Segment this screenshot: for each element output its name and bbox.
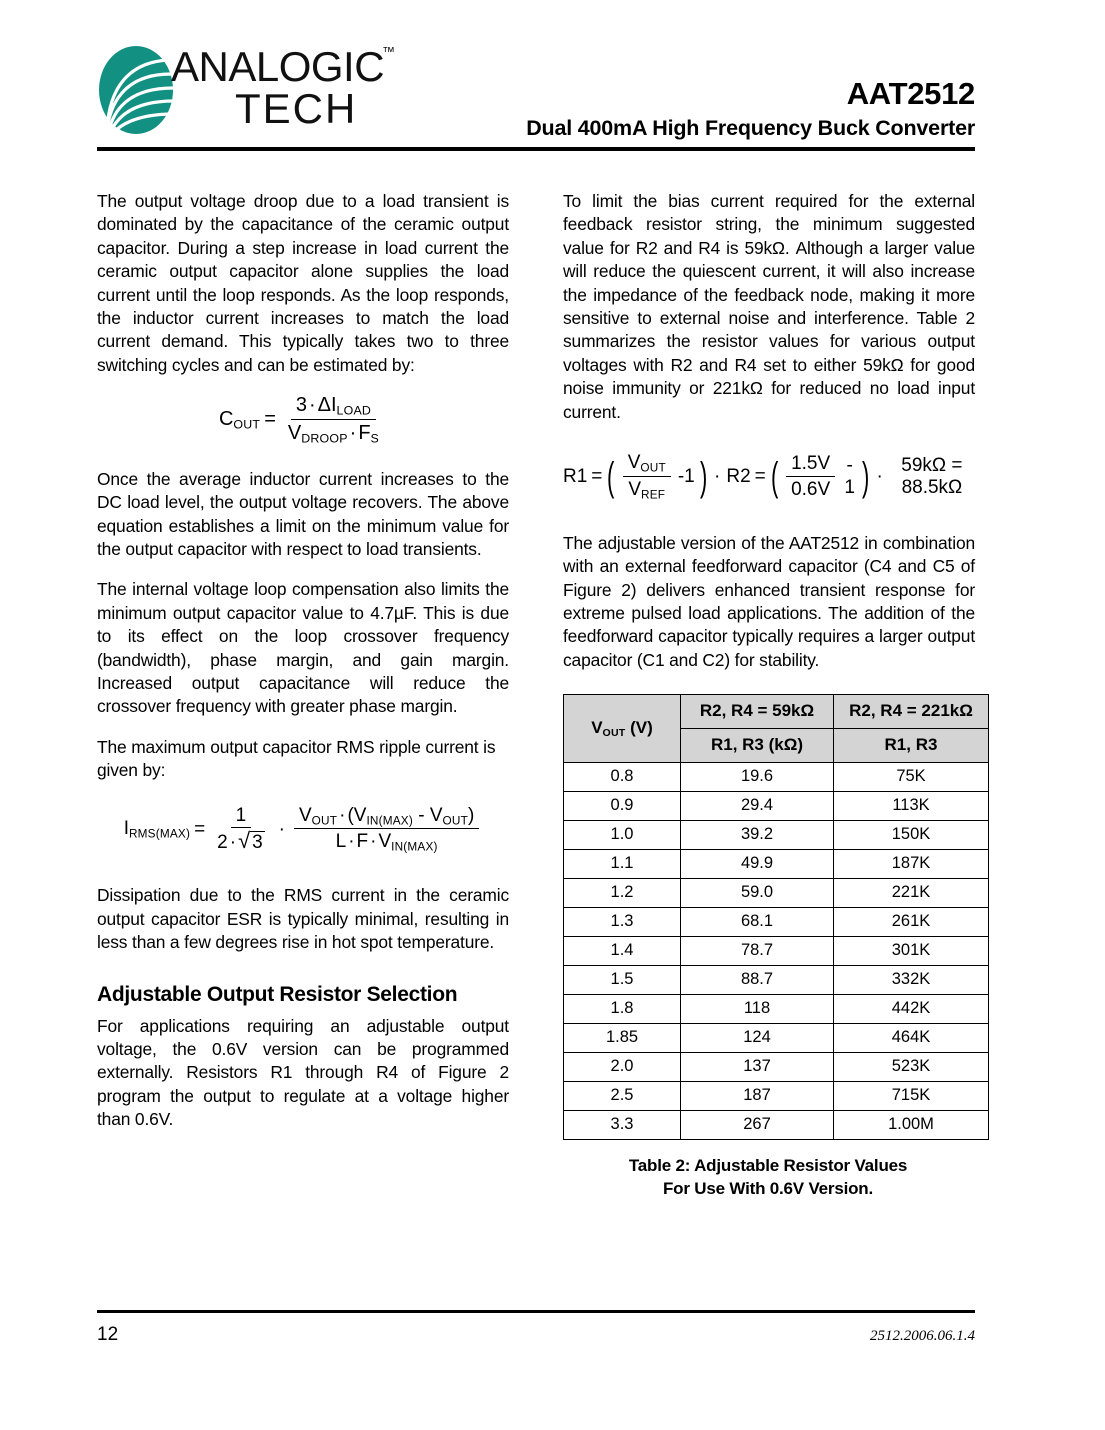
- cell-r1r3-59k: 19.6: [681, 763, 834, 792]
- eq-cout-equals: =: [264, 408, 276, 431]
- equation-cout: [97, 394, 509, 445]
- eq-cout-denominator: $V_{DROOP} \cdot F_S$: [287, 421, 380, 446]
- page-footer: [97, 1324, 975, 1354]
- document-revision: 2512.2006.06.1.4: [870, 1328, 975, 1344]
- table-row: [564, 966, 989, 995]
- footer-divider: [97, 1310, 975, 1313]
- eq-r1-middot-1: ·: [714, 465, 721, 487]
- cell-r1r3-59k: 59.0: [681, 879, 834, 908]
- section-heading-adjustable-output: Adjustable Output Resistor Selection: [97, 982, 458, 1006]
- eq-irms-f2-denominator: $L \cdot F \cdot V_{IN(MAX)}$: [335, 831, 438, 854]
- paragraph-rms-ripple-intro: The maximum output capacitor RMS ripple current is given by:: [97, 736, 496, 781]
- eq-r1-f1-denominator: $V_{REF}$: [628, 478, 666, 502]
- eq-r1-r2: R2: [726, 465, 751, 487]
- eq-r1-fraction-vout-vref: [623, 452, 671, 502]
- eq-irms-f2-numerator: $V_{OUT} \cdot (V_{IN(MAX)} - V_{OUT})$: [294, 805, 479, 830]
- paragraph-loop-compensation: The internal voltage loop compensation also limits the minimum output capacitor value to 4.7µF. This is due to its effect on the loop crossover frequency (bandwidth), phase margin, and gain margin. Increased output capacitance will reduce the crossover frequency with greater phase margin.: [97, 579, 509, 717]
- table2-vout-header: $V_{OUT}$ (V): [564, 695, 681, 763]
- eq-r1-middot-2: ·: [876, 465, 883, 487]
- table-row: [564, 1053, 989, 1082]
- left-column: [97, 190, 509, 1149]
- eq-r1-f1-numerator: $V_{OUT}$: [623, 452, 671, 477]
- eq-r1-minus-one-2: - 1: [844, 455, 855, 498]
- cell-r1r3-221k: 301K: [834, 937, 989, 966]
- cell-r1r3-221k: 464K: [834, 1024, 989, 1053]
- cell-r1r3-221k: 221K: [834, 879, 989, 908]
- left-paren-icon: (: [607, 454, 615, 499]
- cell-r1r3-221k: 113K: [834, 792, 989, 821]
- adjustable-resistor-values-table: [563, 694, 989, 1140]
- cell-r1r3-221k: 715K: [834, 1082, 989, 1111]
- cell-r1r3-221k: 523K: [834, 1053, 989, 1082]
- table-row: [564, 763, 989, 792]
- table-row: [564, 908, 989, 937]
- equation-r1: [563, 452, 975, 502]
- paragraph-load-transient-droop: The output voltage droop due to a load transient is dominated by the capacitance of the ceramic output capacitor. During a step increase in load current the ceramic output capacitor alone supplies the load current until the loop responds. As the loop responds, the inductor current increases to match the load current demand. This typically takes two to three switching cycles and can be estimated by:: [97, 191, 509, 375]
- cell-r1r3-221k: 187K: [834, 850, 989, 879]
- cell-r1r3-59k: 39.2: [681, 821, 834, 850]
- table2-container: [563, 694, 973, 1200]
- cell-r1r3-221k: 1.00M: [834, 1111, 989, 1140]
- cell-vout: 2.5: [564, 1082, 681, 1111]
- right-column: [563, 190, 975, 1200]
- part-subtitle: Dual 400mA High Frequency Buck Converter: [526, 116, 975, 140]
- eq-r1-lhs: R1: [563, 465, 588, 487]
- eq-irms-fraction-2: [294, 805, 479, 855]
- cell-r1r3-221k: 75K: [834, 763, 989, 792]
- table2-caption-line2: For Use With 0.6V Version.: [662, 1179, 874, 1199]
- table2-subheader-r1r3-kohm: R1, R3 (kΩ): [681, 729, 834, 763]
- cell-r1r3-59k: 49.9: [681, 850, 834, 879]
- cell-vout: 1.85: [564, 1024, 681, 1053]
- table2-body: [564, 763, 989, 1140]
- page-header: [97, 38, 975, 146]
- cell-vout: 1.2: [564, 879, 681, 908]
- cell-vout: 0.8: [564, 763, 681, 792]
- cell-vout: 2.0: [564, 1053, 681, 1082]
- eq-r1-result: 59kΩ = 88.5kΩ: [901, 455, 963, 498]
- eq-irms-middot: ·: [278, 818, 285, 840]
- table-header-row-1: [564, 695, 989, 729]
- cell-r1r3-59k: 267: [681, 1111, 834, 1140]
- cell-r1r3-221k: 150K: [834, 821, 989, 850]
- table-row: [564, 792, 989, 821]
- logo-tech-text: TECH: [235, 85, 358, 132]
- paragraph-feedforward-capacitor: The adjustable version of the AAT2512 in combination with an external feedforward capacitor (C4 and C5 of Figure 2) delivers enhanced transient response for extreme pulsed load applications. The addition of the feedforward capacitor typically requires a larger output capacitor (C1 and C2) for stability.: [563, 532, 975, 670]
- trademark-icon: ™: [382, 44, 395, 59]
- eq-cout-numerator: $3 \cdot \Delta I_{LOAD}$: [291, 394, 376, 420]
- cell-vout: 1.0: [564, 821, 681, 850]
- logo-analogic-text: ANALOGIC: [171, 43, 385, 90]
- eq-irms-lhs: $I_{RMS(MAX)}$: [123, 818, 191, 841]
- table-row: [564, 1082, 989, 1111]
- header-titles: [355, 76, 975, 142]
- right-paren-icon: ): [699, 454, 708, 499]
- eq-r1-equals-2: =: [754, 465, 766, 487]
- eq-irms-f1-numerator: 1: [231, 805, 252, 829]
- paragraph-voltage-recovery: Once the average inductor current increases to the DC load level, the output voltage recovers. The above equation establishes a limit on the minimum value for the output capacitor with respect to load transients.: [97, 468, 509, 559]
- cell-r1r3-59k: 29.4: [681, 792, 834, 821]
- page-number: 12: [97, 1324, 119, 1345]
- table-row: [564, 850, 989, 879]
- cell-r1r3-59k: 124: [681, 1024, 834, 1053]
- table-row: [564, 1024, 989, 1053]
- cell-r1r3-59k: 88.7: [681, 966, 834, 995]
- eq-irms-equals: =: [194, 818, 206, 840]
- part-number: AAT2512: [846, 76, 975, 111]
- equation-irms-max: [97, 805, 509, 855]
- analogic-tech-logo-icon: [97, 44, 175, 136]
- cell-r1r3-59k: 68.1: [681, 908, 834, 937]
- cell-vout: 1.4: [564, 937, 681, 966]
- right-paren-2-icon: ): [862, 454, 870, 499]
- paragraph-esr-dissipation: Dissipation due to the RMS current in the ceramic output capacitor ESR is typically minimal, resulting in less than a few degrees rise in hot spot temperature.: [97, 885, 509, 953]
- cell-r1r3-59k: 137: [681, 1053, 834, 1082]
- table2-subheader-r1r3: R1, R3: [834, 729, 989, 763]
- table-row: [564, 937, 989, 966]
- cell-vout: 1.8: [564, 995, 681, 1024]
- cell-r1r3-221k: 332K: [834, 966, 989, 995]
- cell-r1r3-59k: 118: [681, 995, 834, 1024]
- eq-cout-fraction: [283, 394, 384, 445]
- table2-caption-line1: Table 2: Adjustable Resistor Values: [628, 1156, 908, 1176]
- cell-vout: 1.5: [564, 966, 681, 995]
- left-paren-2-icon: (: [770, 454, 779, 499]
- cell-vout: 3.3: [564, 1111, 681, 1140]
- paragraph-bias-current-limit: To limit the bias current required for the external feedback resistor string, the minimum suggested value for R2 and R4 is 59kΩ. Although a larger value will reduce the quiescent current, it will also increase the impedance of the feedback node, making it more sensitive to external noise and interference. Table 2 summarizes the resistor values for various output voltages with R2 and R4 set to either 59kΩ for good noise immunity or 221kΩ for reduced no load input current.: [563, 191, 975, 422]
- eq-irms-f1-denominator: 2 · √ 3: [217, 828, 263, 854]
- table-row: [564, 995, 989, 1024]
- eq-r1-fraction-numeric: [786, 453, 835, 501]
- paragraph-adjustable-output: For applications requiring an adjustable output voltage, the 0.6V version can be programmed externally. Resistors R1 through R4 of Figure 2 program the output to regulate at a voltage higher than 0.6V.: [97, 1015, 509, 1130]
- header-divider: [97, 147, 975, 151]
- eq-r1-f2-denominator: 0.6V: [791, 478, 831, 500]
- sqrt-icon: √: [238, 828, 251, 854]
- eq-r1-f2-numerator: 1.5V: [786, 453, 835, 477]
- table2-head: [564, 695, 989, 763]
- cell-r1r3-59k: 78.7: [681, 937, 834, 966]
- cell-vout: 1.3: [564, 908, 681, 937]
- eq-r1-minus-one: -1: [677, 465, 695, 487]
- cell-r1r3-221k: 442K: [834, 995, 989, 1024]
- cell-r1r3-221k: 261K: [834, 908, 989, 937]
- table-row: [564, 879, 989, 908]
- cell-r1r3-59k: 187: [681, 1082, 834, 1111]
- eq-cout-lhs: $C_{OUT}$: [218, 408, 261, 432]
- eq-irms-fraction-1: [212, 805, 269, 855]
- cell-vout: 1.1: [564, 850, 681, 879]
- cell-vout: 0.9: [564, 792, 681, 821]
- table2-col-221k-header: R2, R4 = 221kΩ: [834, 695, 989, 729]
- table-row: [564, 821, 989, 850]
- eq-r1-equals-1: =: [591, 465, 603, 487]
- table2-col-59k-header: R2, R4 = 59kΩ: [681, 695, 834, 729]
- table2-caption: [563, 1154, 973, 1200]
- table-row: [564, 1111, 989, 1140]
